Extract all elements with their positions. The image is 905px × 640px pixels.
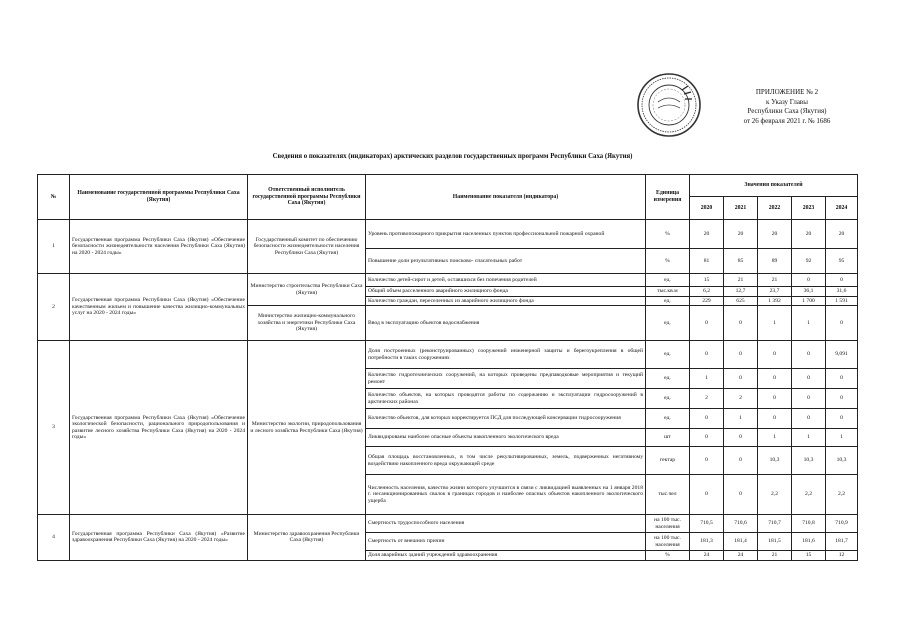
value-cell: 710,6 (724, 515, 758, 533)
table-row (38, 515, 858, 533)
value-cell: 21 (724, 274, 758, 287)
header-year: 2022 (758, 197, 792, 220)
value-cell: 21 (758, 274, 792, 287)
value-cell: 0 (690, 447, 724, 475)
value-cell: 0 (792, 409, 826, 429)
value-cell: 1 392 (758, 296, 792, 306)
table-row (38, 274, 858, 287)
official-seal-icon (636, 72, 702, 138)
value-cell: 1 (758, 306, 792, 341)
value-cell: 2 (724, 389, 758, 409)
header-year: 2023 (792, 197, 826, 220)
value-cell: 0 (724, 475, 758, 515)
unit-cell: на 100 тыс. населения (646, 533, 690, 551)
appendix-line: от 26 февраля 2021 г. № 1686 (743, 116, 831, 125)
value-cell: 625 (724, 296, 758, 306)
value-cell: 12 (826, 551, 858, 561)
value-cell: 0 (826, 306, 858, 341)
value-cell: 181,6 (792, 533, 826, 551)
value-cell: 1 (758, 429, 792, 447)
value-cell: 181,3 (690, 533, 724, 551)
value-cell: 10,3 (758, 447, 792, 475)
unit-cell: ед. (646, 306, 690, 341)
value-cell: 15 (690, 274, 724, 287)
indicator-name: Количество объектов, для которых корректируется ПСД для последующей консервации гидросооружения (366, 409, 646, 429)
value-cell: 0 (758, 409, 792, 429)
value-cell: 0 (690, 341, 724, 369)
value-cell: 0 (724, 429, 758, 447)
program-name: Государственная программа Республики Саха (Якутия) «Обеспечение качественным жильем и повышение качества жилищно-коммунальных услуг на 2020 - 2024 годы» (70, 274, 248, 341)
value-cell: 6,2 (690, 287, 724, 297)
row-num: 1 (38, 220, 70, 274)
indicator-name: Ликвидированы наиболее опасные объекты накопленного экологического вреда (366, 429, 646, 447)
row-num: 3 (38, 341, 70, 515)
value-cell: 0 (792, 341, 826, 369)
value-cell: 2,2 (792, 475, 826, 515)
unit-cell: % (646, 551, 690, 561)
indicator-name: Количество объектов, на которых проводятся работы по содержанию и эксплуатации гидросооружений в арктических районах (366, 389, 646, 409)
indicator-name: Количество детей-сирот и детей, оставшихся без попечения родителей (366, 274, 646, 287)
indicator-name: Смертность трудоспособного населения (366, 515, 646, 533)
value-cell: 24 (690, 551, 724, 561)
header-indicator: Наименование показателя (индикатора) (366, 175, 646, 220)
value-cell: 710,5 (690, 515, 724, 533)
value-cell: 0 (724, 306, 758, 341)
header-year: 2020 (690, 197, 724, 220)
table-header (38, 175, 858, 220)
value-cell: 20 (792, 220, 826, 249)
indicator-name: Ввод в эксплуатацию объектов водоснабжения (366, 306, 646, 341)
value-cell: 0 (826, 274, 858, 287)
appendix-block (712, 88, 862, 126)
program-name: Государственная программа Республики Саха (Якутия) «Обеспечение безопасности жизнедеятельности населения Республики Саха (Якутия) на 2020 - 2024 годы» (70, 220, 248, 274)
indicators-table (37, 174, 858, 561)
value-cell: 1 (792, 306, 826, 341)
value-cell: 24 (724, 551, 758, 561)
table-row (38, 220, 858, 249)
unit-cell: ед. (646, 274, 690, 287)
value-cell: 0 (690, 306, 724, 341)
row-num: 2 (38, 274, 70, 341)
value-cell: 15 (792, 551, 826, 561)
value-cell: 20 (758, 220, 792, 249)
value-cell: 710,9 (826, 515, 858, 533)
value-cell: 1 (792, 429, 826, 447)
executor-name: Министерство строительства Республики Саха (Якутия) (248, 274, 366, 306)
program-name: Государственная программа Республики Саха (Якутия) «Обеспечение экологической безопасности, рационального природопользования и развитие лесного хозяйства Республики Саха (Якутия) на 2020 - 2024 годы» (70, 341, 248, 515)
table-row (38, 341, 858, 369)
value-cell: 229 (690, 296, 724, 306)
unit-cell: % (646, 249, 690, 274)
unit-cell: ед. (646, 296, 690, 306)
unit-cell: % (646, 220, 690, 249)
value-cell: 0 (724, 369, 758, 389)
appendix-line: Республики Саха (Якутия) (747, 107, 827, 115)
unit-cell: тыс.чел (646, 475, 690, 515)
value-cell: 2,2 (826, 475, 858, 515)
header-unit: Единица измерения (646, 175, 690, 220)
unit-cell: гектар (646, 447, 690, 475)
value-cell: 2,2 (758, 475, 792, 515)
value-cell: 0 (792, 274, 826, 287)
value-cell: 20 (826, 220, 858, 249)
document-title: Сведения о показателях (индикаторах) арктических разделов государственных программ Республики Саха (Якутия) (272, 153, 633, 160)
value-cell: 92 (792, 249, 826, 274)
appendix-line: ПРИЛОЖЕНИЕ № 2 (755, 88, 819, 96)
indicator-name: Количество граждан, переселенных из аварийного жилищного фонда (366, 296, 646, 306)
value-cell: 1 700 (792, 296, 826, 306)
value-cell: 0 (826, 409, 858, 429)
header-num: № (38, 175, 70, 220)
value-cell: 0 (758, 341, 792, 369)
unit-cell: ед. (646, 341, 690, 369)
indicator-name: Повышение доли результативных поисково- спасательных работ (366, 249, 646, 274)
value-cell: 31,6 (826, 287, 858, 297)
unit-cell: шт (646, 429, 690, 447)
unit-cell: тыс.кв.м (646, 287, 690, 297)
value-cell: 710,8 (792, 515, 826, 533)
unit-cell: ед. (646, 369, 690, 389)
value-cell: 0 (690, 429, 724, 447)
value-cell: 85 (724, 249, 758, 274)
value-cell: 0 (826, 389, 858, 409)
value-cell: 20 (724, 220, 758, 249)
header-executor: Ответственный исполнитель государственной программы Республики Саха (Якутия) (248, 175, 366, 220)
indicator-name: Уровень противопожарного прикрытия населенных пунктов профессиональной пожарной охраной (366, 220, 646, 249)
unit-cell: ед. (646, 389, 690, 409)
unit-cell: ед. (646, 409, 690, 429)
row-num: 4 (38, 515, 70, 561)
executor-name: Министерство здравоохранения Республики Саха (Якутия) (248, 515, 366, 561)
value-cell: 89 (758, 249, 792, 274)
indicator-name: Доля аварийных зданий учреждений здравоохранения (366, 551, 646, 561)
value-cell: 10,3 (792, 447, 826, 475)
value-cell: 0 (690, 475, 724, 515)
value-cell: 0 (758, 369, 792, 389)
executor-name: Государственный комитет по обеспечению безопасности жизнедеятельности населения Республики Саха (Якутия) (248, 220, 366, 274)
indicator-name: Смертность от внешних причин (366, 533, 646, 551)
value-cell: 81 (690, 249, 724, 274)
value-cell: 0 (792, 389, 826, 409)
value-cell: 710,7 (758, 515, 792, 533)
indicator-name: Общая площадь восстановленных, в том числе рекультивированных, земель, подверженных негативному воздействию накопленного вреда окружающей среде (366, 447, 646, 475)
value-cell: 1 (690, 369, 724, 389)
header-program: Наименование государственной программы Республики Саха (Якутия) (70, 175, 248, 220)
appendix-line: к Указу Главы (766, 97, 808, 106)
value-cell: 0 (758, 389, 792, 409)
header-values: Значения показателей (690, 175, 858, 197)
value-cell: 10,3 (826, 447, 858, 475)
value-cell: 1 (826, 429, 858, 447)
value-cell: 21 (758, 551, 792, 561)
value-cell: 95 (826, 249, 858, 274)
value-cell: 36,1 (792, 287, 826, 297)
unit-cell: на 100 тыс. населения (646, 515, 690, 533)
header-year: 2024 (826, 197, 858, 220)
executor-name: Министерство жилищно-коммунального хозяйства и энергетики Республики Саха (Якутия) (248, 306, 366, 341)
executor-name: Министерство экологии, природопользования и лесного хозяйства Республики Саха (Якутия) (248, 341, 366, 515)
indicator-name: Общий объем расселенного аварийного жилищного фонда (366, 287, 646, 297)
value-cell: 181,5 (758, 533, 792, 551)
value-cell: 2 (690, 389, 724, 409)
value-cell: 181,7 (826, 533, 858, 551)
value-cell: 0 (792, 369, 826, 389)
indicator-name: Количество гидротехнических сооружений, на которых проведены предпаводковые мероприятия и текущий ремонт (366, 369, 646, 389)
value-cell: 20 (690, 220, 724, 249)
value-cell: 181,4 (724, 533, 758, 551)
value-cell: 1 (724, 409, 758, 429)
program-name: Государственная программа Республики Саха (Якутия) «Развитие здравоохранения Республики Саха (Якутия) на 2020 - 2024 годы» (70, 515, 248, 561)
value-cell: 1 591 (826, 296, 858, 306)
value-cell: 0 (724, 447, 758, 475)
value-cell: 9,091 (826, 341, 858, 369)
value-cell: 23,7 (758, 287, 792, 297)
header-year: 2021 (724, 197, 758, 220)
value-cell: 0 (690, 409, 724, 429)
indicator-name: Численность населения, качество жизни которого улучшится в связи с ликвидацией выявленных на 1 января 2018 г. несанкционированных свалок в границах городов и наиболее опасных объектов накопленного экологического ущерба (366, 475, 646, 515)
value-cell: 12,7 (724, 287, 758, 297)
value-cell: 0 (724, 341, 758, 369)
value-cell: 0 (826, 369, 858, 389)
indicator-name: Доля построенных (реконструированных) сооружений инженерной защиты и берегоукрепления в общей потребности в таких сооружениях (366, 341, 646, 369)
